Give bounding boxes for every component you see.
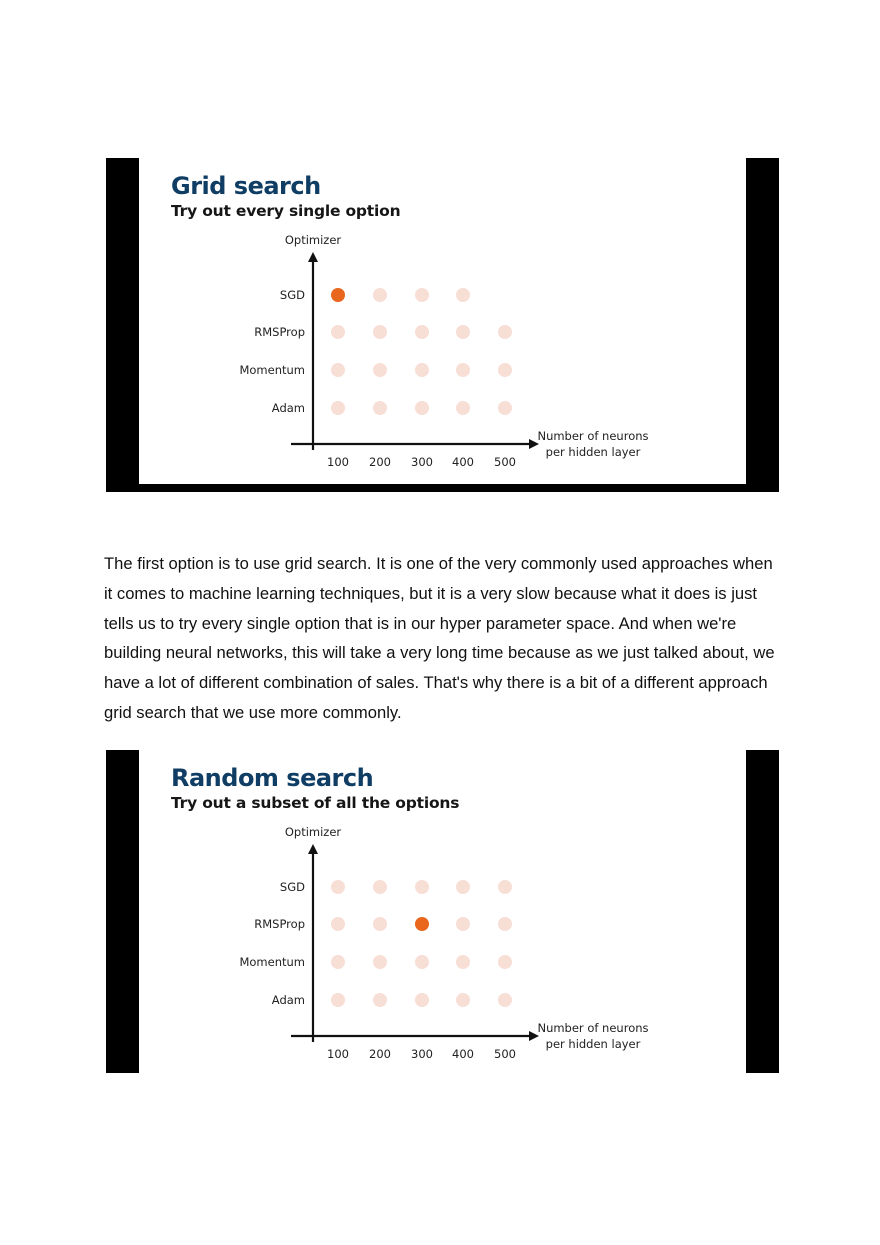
candidate-point — [456, 917, 470, 931]
x-tick-label: 300 — [411, 455, 433, 469]
x-tick-label: 100 — [327, 1047, 349, 1061]
candidate-point — [498, 955, 512, 969]
slide-subtitle: Try out a subset of all the options — [171, 794, 460, 812]
candidate-point — [456, 993, 470, 1007]
y-axis-label: Optimizer — [284, 825, 342, 839]
x-tick-label: 200 — [369, 1047, 391, 1061]
candidate-point — [373, 880, 387, 894]
slide-title: Random search — [171, 764, 374, 792]
x-tick-label: 300 — [411, 1047, 433, 1061]
candidate-point — [373, 401, 387, 415]
y-tick-label: RMSProp — [254, 917, 305, 931]
slide-content — [139, 158, 746, 484]
candidate-point — [415, 880, 429, 894]
candidate-point — [373, 363, 387, 377]
x-tick-label: 200 — [369, 455, 391, 469]
y-tick-label: RMSProp — [254, 325, 305, 339]
candidate-point — [456, 325, 470, 339]
candidate-point — [373, 917, 387, 931]
candidate-point — [456, 401, 470, 415]
candidate-point — [373, 955, 387, 969]
candidate-point — [498, 325, 512, 339]
candidate-point — [373, 993, 387, 1007]
candidate-point — [498, 401, 512, 415]
candidate-point — [415, 993, 429, 1007]
candidate-point — [498, 917, 512, 931]
candidate-point — [331, 993, 345, 1007]
x-tick-label: 100 — [327, 455, 349, 469]
candidate-point — [456, 288, 470, 302]
candidate-point — [415, 363, 429, 377]
grid-search-slide — [106, 158, 779, 492]
x-tick-label: 500 — [494, 1047, 516, 1061]
y-tick-label: Momentum — [239, 363, 305, 377]
candidate-point — [331, 955, 345, 969]
candidate-point — [415, 325, 429, 339]
candidate-point — [456, 880, 470, 894]
x-tick-label: 500 — [494, 455, 516, 469]
y-tick-label: SGD — [279, 288, 305, 302]
y-tick-label: Adam — [271, 993, 305, 1007]
selected-point — [415, 917, 429, 931]
slide-subtitle: Try out every single option — [171, 202, 401, 220]
x-axis-label: Number of neurons per hidden layer — [537, 429, 649, 459]
candidate-point — [415, 955, 429, 969]
candidate-point — [331, 363, 345, 377]
y-tick-label: Momentum — [239, 955, 305, 969]
candidate-point — [456, 955, 470, 969]
body-paragraph: The first option is to use grid search. It is one of the very commonly used approaches when it comes to machine learning techniques, but it is a very slow because what it does is just tells us to try every single option that is in our hyper parameter space. And when we're building neural networks, this will take a very long time because as we just talked about, we have a lot of different combination of sales. That's why there is a bit of a different approach grid search that we use more commonly. — [104, 554, 775, 722]
y-tick-label: Adam — [271, 401, 305, 415]
selected-point — [331, 288, 345, 302]
y-axis-arrow — [308, 252, 318, 262]
y-tick-label: SGD — [279, 880, 305, 894]
slide-content — [139, 750, 746, 1073]
candidate-point — [331, 401, 345, 415]
y-axis-arrow — [308, 844, 318, 854]
candidate-point — [331, 917, 345, 931]
x-tick-label: 400 — [452, 455, 474, 469]
random-search-slide — [106, 750, 779, 1073]
x-tick-label: 400 — [452, 1047, 474, 1061]
random-search-chart — [139, 750, 746, 1073]
candidate-point — [373, 325, 387, 339]
candidate-point — [373, 288, 387, 302]
candidate-point — [498, 993, 512, 1007]
grid-search-chart — [139, 158, 746, 484]
candidate-point — [415, 401, 429, 415]
slide-title: Grid search — [171, 172, 321, 200]
candidate-point — [498, 880, 512, 894]
candidate-point — [456, 363, 470, 377]
candidate-point — [415, 288, 429, 302]
y-axis-label: Optimizer — [284, 233, 342, 247]
candidate-point — [498, 363, 512, 377]
candidate-point — [331, 325, 345, 339]
x-axis-label: Number of neurons per hidden layer — [537, 1021, 649, 1051]
candidate-point — [331, 880, 345, 894]
